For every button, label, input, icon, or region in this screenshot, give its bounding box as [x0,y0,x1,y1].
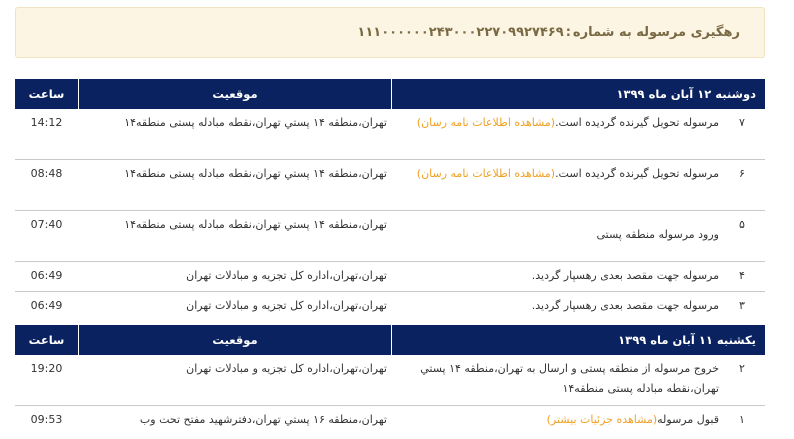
event-time: 09:53 [30,413,63,426]
event-text: مرسوله تحویل گیرنده گردیده است. [555,167,719,180]
table-row [15,109,765,160]
event-location: تهران،منطقه ۱۴ پستي تهران،نقطه مبادله پستی منطقه۱۴ [124,218,387,231]
tracking-title: رهگیری مرسوله به شماره [572,25,740,40]
event-description: خروج مرسوله از منطقه پستی و ارسال به تهران،منطقه ۱۴ پستي تهران،نقطه مبادله پستی منطقه۱۴ [420,362,719,395]
event-number: ۴ [739,269,745,282]
event-text: قبول مرسوله [657,413,719,426]
event-description [391,109,723,159]
event-location: تهران،منطقه ۱۶ پستي تهران،دفترشهید مفتح تحت وب [139,413,387,426]
header-date: دوشنبه ۱۲ آبان ماه ۱۳۹۹ [391,79,765,109]
event-location: تهران،تهران،اداره کل تجزیه و مبادلات تهران [186,362,387,375]
event-time: 06:49 [30,299,63,312]
event-description [391,406,723,438]
event-time: 19:20 [30,362,63,375]
event-number: ۷ [739,116,745,129]
event-description: مرسوله جهت مقصد بعدی رهسپار گردید. [531,299,719,312]
table-row [15,262,765,292]
view-carrier-info-link[interactable]: (مشاهده اطلاعات نامه رسان) [416,167,556,180]
tracking-number: ۱۱۱۰۰۰۰۰۰۲۴۳۰۰۰۲۲۷۰۹۹۲۷۴۶۹ [357,25,564,40]
event-description [391,160,723,210]
header-location: موقعیت [78,325,391,355]
event-description: مرسوله جهت مقصد بعدی رهسپار گردید. [531,269,719,282]
header-time: ساعت [28,333,65,347]
event-location: تهران،تهران،اداره کل تجزیه و مبادلات تهران [186,269,387,282]
tracking-table-day-1 [15,79,765,323]
event-number: ۵ [739,218,745,231]
event-location: تهران،منطقه ۱۴ پستي تهران،نقطه مبادله پستی منطقه۱۴ [124,167,387,180]
title-colon: : [565,25,571,40]
table-row [15,160,765,211]
view-more-details-link[interactable]: (مشاهده جزئیات بیشتر) [546,413,658,426]
view-carrier-info-link[interactable]: (مشاهده اطلاعات نامه رسان) [416,116,556,129]
table-row [15,355,765,406]
event-number: ۶ [739,167,745,180]
table-row [15,211,765,262]
event-number: ۱ [739,413,745,426]
table-header [15,79,765,109]
header-time: ساعت [28,87,65,101]
event-location: تهران،تهران،اداره کل تجزیه و مبادلات تهران [186,299,387,312]
header-date: یکشنبه ۱۱ آبان ماه ۱۳۹۹ [391,325,765,355]
event-time: 08:48 [30,167,63,180]
tracking-table-day-2 [15,325,765,438]
event-text: مرسوله تحویل گیرنده گردیده است. [555,116,719,129]
event-number: ۳ [739,299,745,312]
header-location: موقعیت [78,79,391,109]
event-description: ورود مرسوله منطقه پستی [596,228,719,241]
event-time: 14:12 [30,116,63,129]
event-time: 06:49 [30,269,63,282]
tracking-title-box [15,7,765,58]
event-number: ۲ [739,362,745,375]
table-row [15,292,765,323]
table-header [15,325,765,355]
event-location: تهران،منطقه ۱۴ پستي تهران،نقطه مبادله پستی منطقه۱۴ [124,116,387,129]
event-time: 07:40 [30,218,63,231]
table-row [15,406,765,438]
